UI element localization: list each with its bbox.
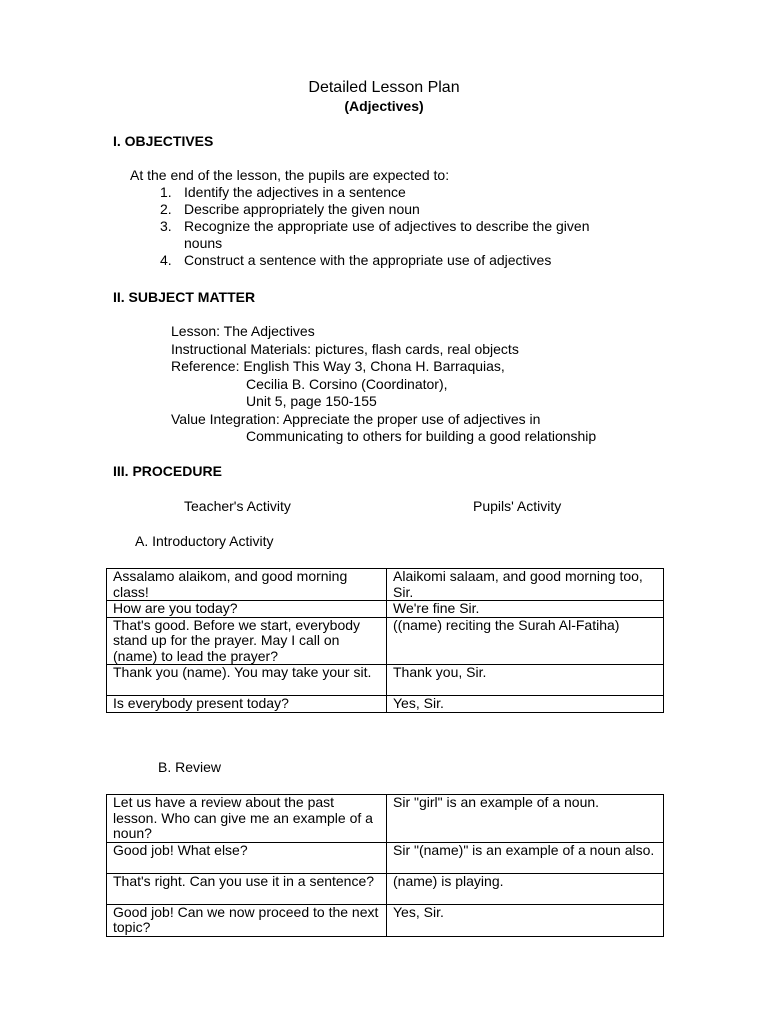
objective-text: Describe appropriately the given noun [184,201,420,217]
review-table [106,794,664,937]
value-integration-line: Communicating to others for building a good relationship [246,428,597,444]
section-a-heading: A. Introductory Activity [135,533,274,549]
procedure-heading: III. PROCEDURE [113,463,222,479]
reference-line: Unit 5, page 150-155 [246,393,377,409]
teacher-cell: Is everybody present today? [107,696,387,713]
section-b-heading: B. Review [158,759,222,775]
table-row [107,873,664,904]
teacher-cell: Good job! Can we now proceed to the next topic? [107,904,387,936]
pupil-cell: Alaikomi salaam, and good morning too, Sir. [387,569,664,601]
objectives-list [150,184,630,269]
teacher-cell: Assalamo alaikom, and good morning class! [107,569,387,601]
document-subtitle: (Adjectives) [344,98,424,114]
objective-number: 4. [160,252,172,268]
teacher-activity-label: Teacher's Activity [184,498,291,514]
teacher-cell: Good job! What else? [107,842,387,873]
teacher-cell: That's right. Can you use it in a sentence? [107,873,387,904]
pupil-cell: Sir "girl" is an example of a noun. [387,795,664,843]
table-row [107,904,664,936]
pupil-cell: (name) is playing. [387,873,664,904]
objective-text: Construct a sentence with the appropriate use of adjectives [184,252,552,268]
table-row [107,569,664,601]
objective-item [150,184,630,201]
objective-number: 2. [160,201,172,217]
objective-number: 3. [160,218,172,234]
objective-item [150,218,630,252]
pupil-cell: Sir "(name)" is an example of a noun also. [387,842,664,873]
table-row [107,665,664,696]
table-row [107,601,664,618]
table-row [107,696,664,713]
objective-text: Recognize the appropriate use of adjectives to describe the given nouns [184,218,590,251]
subject-matter-heading: II. SUBJECT MATTER [113,289,256,305]
materials-line: Instructional Materials: pictures, flash cards, real objects [171,341,519,357]
pupil-cell: Yes, Sir. [387,696,664,713]
teacher-cell: Thank you (name). You may take your sit. [107,665,387,696]
objectives-intro: At the end of the lesson, the pupils are expected to: [130,167,450,183]
objectives-heading: I. OBJECTIVES [113,133,214,149]
objective-item [150,252,630,269]
objective-text: Identify the adjectives in a sentence [184,184,406,200]
reference-line: Reference: English This Way 3, Chona H. Barraquias, [171,358,505,374]
lesson-line: Lesson: The Adjectives [171,323,315,339]
pupil-cell: Thank you, Sir. [387,665,664,696]
table-row [107,617,664,665]
introductory-activity-table [106,568,664,713]
teacher-cell: That's good. Before we start, everybody stand up for the prayer. May I call on (name) to lead the prayer? [107,617,387,665]
objective-number: 1. [160,184,172,200]
document-title: Detailed Lesson Plan [308,79,460,96]
pupil-cell: ((name) reciting the Surah Al-Fatiha) [387,617,664,665]
pupil-cell: Yes, Sir. [387,904,664,936]
pupils-activity-label: Pupils' Activity [473,498,562,514]
reference-line: Cecilia B. Corsino (Coordinator), [246,376,448,392]
table-row [107,842,664,873]
objective-item [150,201,630,218]
teacher-cell: How are you today? [107,601,387,618]
teacher-cell: Let us have a review about the past lesson. Who can give me an example of a noun? [107,795,387,843]
table-row [107,795,664,843]
pupil-cell: We're fine Sir. [387,601,664,618]
value-integration-line: Value Integration: Appreciate the proper use of adjectives in [171,411,541,427]
